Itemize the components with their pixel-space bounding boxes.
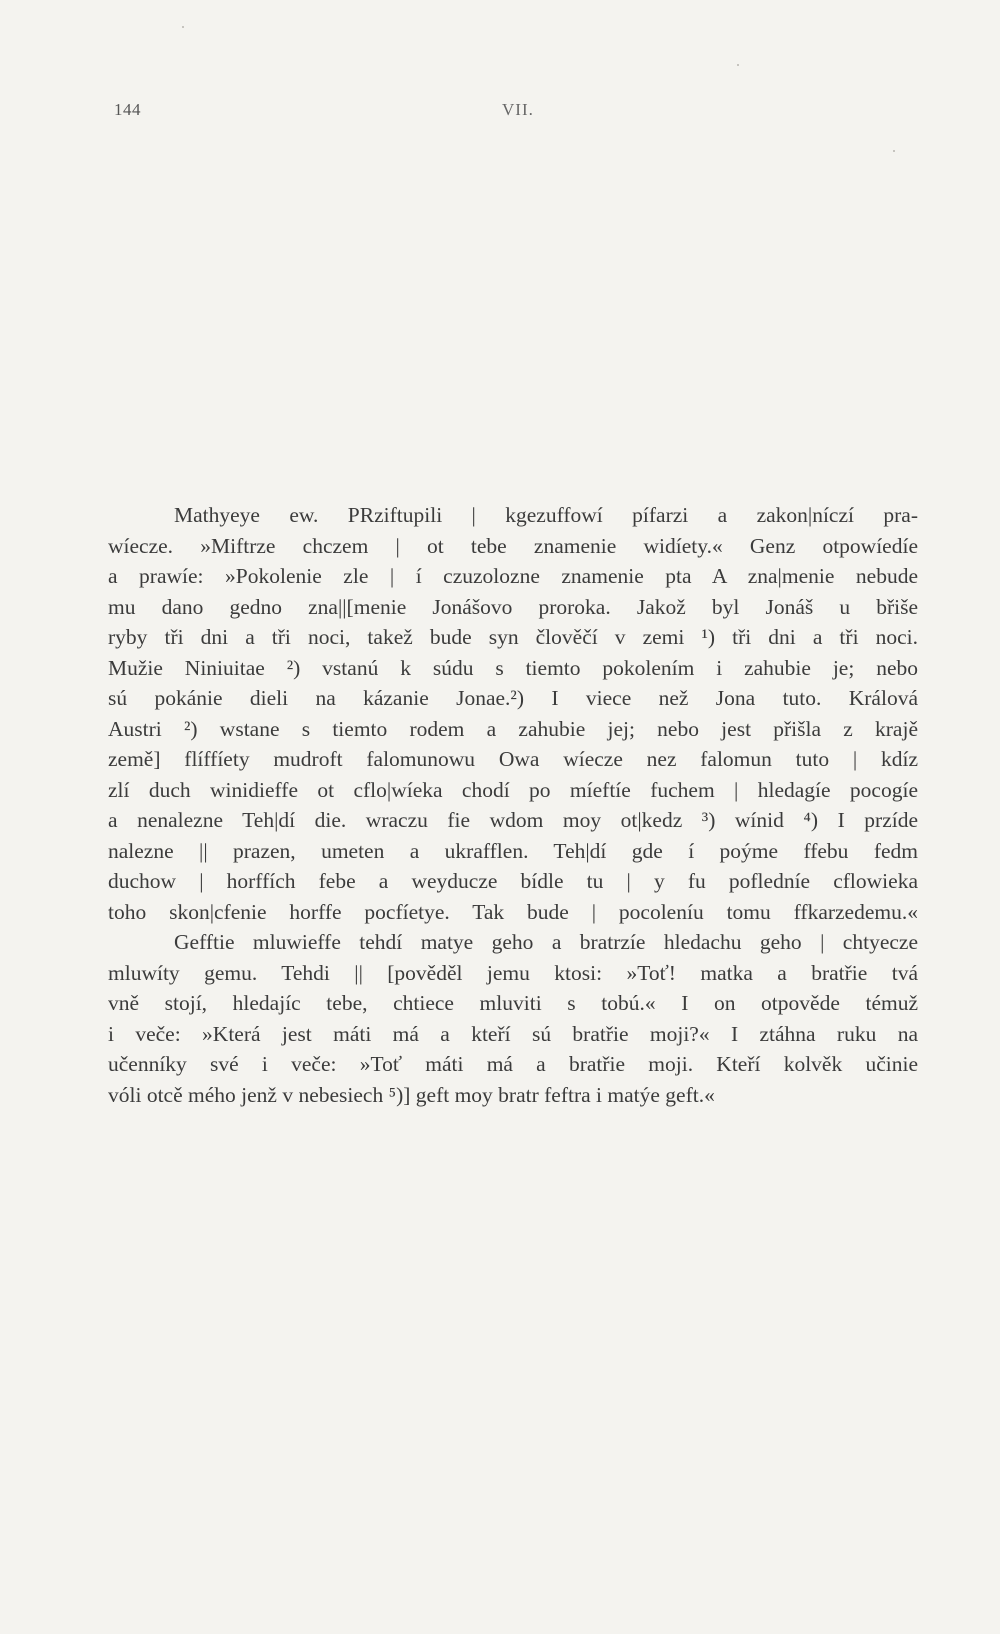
text-line: Austri ²) wstane s tiemto rodem a zahubie jej; nebo jest přišla z krajě <box>108 716 918 741</box>
text-line: a nenalezne Teh|dí die. wraczu fie wdom moy ot|kedz ³) wínid ⁴) I przíde <box>108 808 918 832</box>
text-line: vně stojí, hledajíc tebe, chtiece mluviti s tobú.« I on otpověde témuž <box>108 991 918 1015</box>
text-line: ryby tři dni a tři noci, takež bude syn člověčí v zemi ¹) tři dni a tři noci. <box>108 625 918 649</box>
text-line: zlí duch winidieffe ot cflo|wíeka chodí po míeftíe fuchem | hledagíe pocogíe <box>108 777 918 802</box>
text-line: wíecze. »Miftrze chczem | ot tebe znamenie widíety.« Genz otpowíedíe <box>108 533 918 558</box>
text-line: duchow | horffích febe a weyducze bídle tu | y fu pofledníe cflowieka <box>108 869 918 893</box>
paper-speck <box>182 26 184 28</box>
text-line: Gefftie mluwieffe tehdí matye geho a bratrzíe hledachu geho | chtyecze <box>174 930 918 954</box>
text-line: sú pokánie dieli na kázanie Jonae.²) I viece než Jona tuto. Králová <box>108 686 918 710</box>
text-line: i veče: »Která jest máti má a kteří sú bratřie moji?« I ztáhna ruku na <box>108 1021 918 1046</box>
page-number: 144 <box>114 100 141 119</box>
text-line: toho skon|cfenie horffe pocfíetye. Tak bude | pocoleníu tomu ffkarzedemu.« <box>108 899 918 924</box>
text-line: a prawíe: »Pokolenie zle | í czuzolozne znamenie pta A zna|menie nebude <box>108 564 918 588</box>
text-line: Mužie Niniuitae ²) vstanú k súdu s tiemto pokolením i zahubie je; nebo <box>108 655 918 680</box>
text-line: Mathyeye ew. PRziftupili | kgezuffowí pífarzi a zakon|níczí pra- <box>174 503 918 527</box>
paper-speck <box>893 150 895 152</box>
text-line: země] flíffíety mudroft falomunowu Owa wíecze nez falomun tuto | kdíz <box>108 747 918 771</box>
body-text <box>108 500 918 1110</box>
text-line: nalezne || prazen, umeten a ukrafflen. Teh|dí gde í poýme ffebu fedm <box>108 838 918 863</box>
paper-speck <box>737 64 739 66</box>
text-line: mluwíty gemu. Tehdi || [pověděl jemu ktosi: »Toť! matka a bratřie tvá <box>108 960 918 985</box>
text-line: mu dano gedno zna||[menie Jonášovo proroka. Jakož byl Jonáš u břiše <box>108 594 918 619</box>
running-head: VII. <box>502 100 534 119</box>
text-line: vóli otcě mého jenž v nebesiech ⁵)] geft moy bratr feftra i matýe geft.« <box>108 1082 715 1107</box>
text-line: učenníky své i veče: »Toť máti má a bratřie moji. Kteří kolvěk učinie <box>108 1052 918 1076</box>
